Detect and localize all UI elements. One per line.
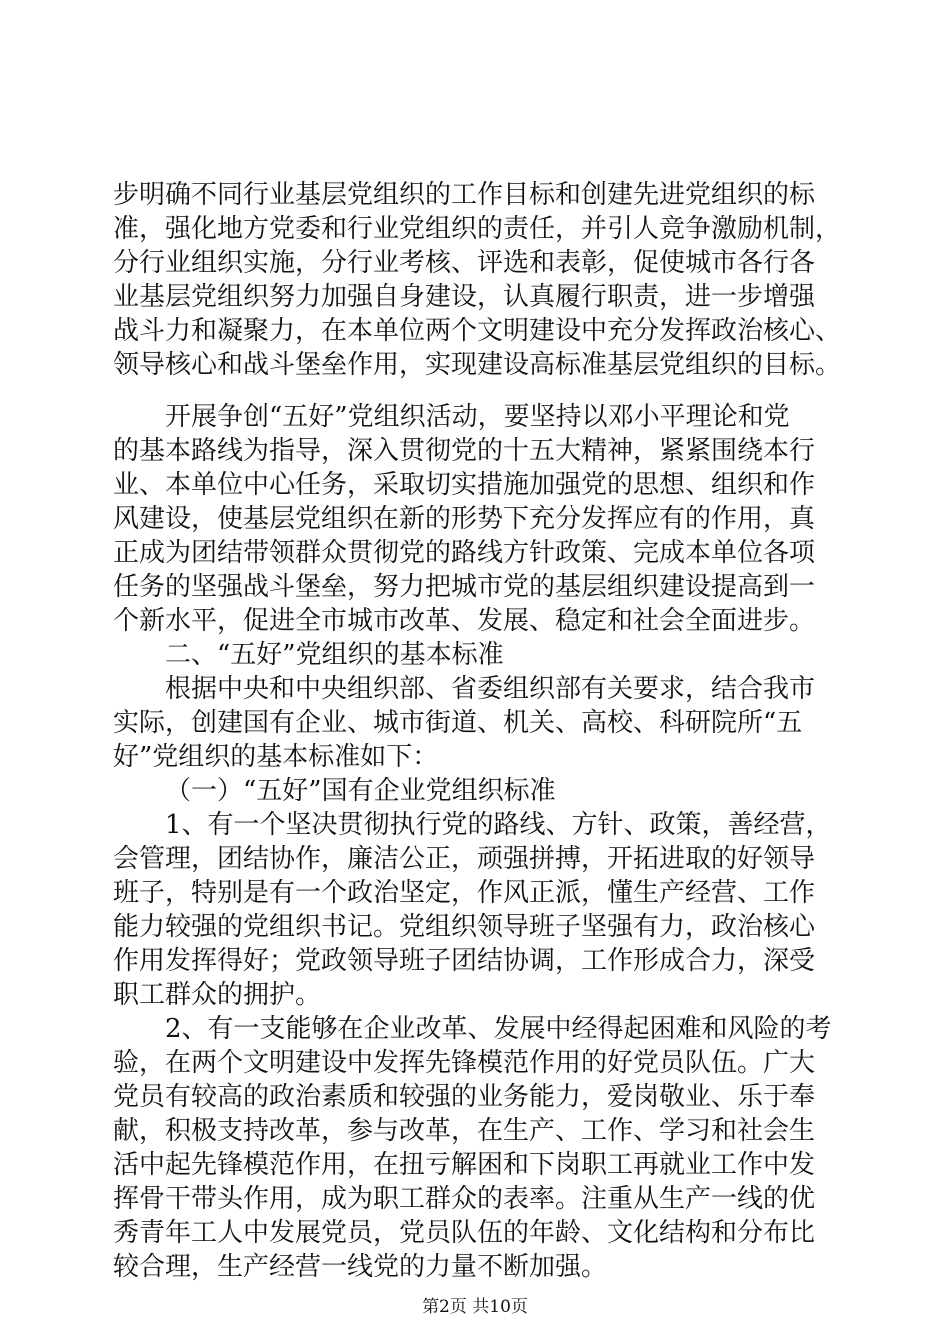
paragraph-line: 业基层党组织努力加强自身建设，认真履行职责，进一步增强: [113, 282, 816, 312]
paragraph-line: 献，积极支持改革，参与改革，在生产、工作、学习和社会生: [113, 1116, 816, 1146]
paragraph-line: 业、本单位中心任务，采取切实措施加强党的思想、组织和作: [113, 470, 816, 500]
subsection-heading: （一）“五好”国有企业党组织标准: [165, 776, 556, 806]
paragraph-line: 挥骨干带头作用，成为职工群众的表率。注重从生产一线的优: [113, 1184, 816, 1214]
paragraph-line: 作用发挥得好；党政领导班子团结协调，工作形成合力，深受: [113, 946, 816, 976]
paragraph-line: 好”党组织的基本标准如下：: [113, 742, 439, 772]
paragraph-line: 会管理，团结协作，廉洁公正，顽强拼搏，开拓进取的好领导: [113, 844, 816, 874]
paragraph-line: 开展争创“五好”党组织活动，要坚持以邓小平理论和党: [165, 402, 790, 432]
paragraph-line: 1、有一个坚决贯彻执行党的路线、方针、政策，善经营，: [165, 810, 832, 840]
paragraph-line: 风建设，使基层党组织在新的形势下充分发挥应有的作用，真: [113, 504, 816, 534]
paragraph-line: 正成为团结带领群众贯彻党的路线方针政策、完成本单位各项: [113, 538, 816, 568]
paragraph-line: 党员有较高的政治素质和较强的业务能力，爱岗敬业、乐于奉: [113, 1082, 816, 1112]
paragraph-line: 秀青年工人中发展党员，党员队伍的年龄、文化结构和分布比: [113, 1218, 816, 1248]
paragraph-line: 分行业组织实施，分行业考核、评选和表彰，促使城市各行各: [113, 248, 816, 278]
paragraph-line: 验，在两个文明建设中发挥先锋模范作用的好党员队伍。广大: [113, 1048, 816, 1078]
paragraph-line: 2、有一支能够在企业改革、发展中经得起困难和风险的考: [165, 1014, 832, 1044]
paragraph-line: 任务的坚强战斗堡垒，努力把城市党的基层组织建设提高到一: [113, 572, 816, 602]
page-number-footer: 第2页 共10页: [422, 1297, 528, 1317]
paragraph-line: 领导核心和战斗堡垒作用，实现建设高标准基层党组织的目标。: [113, 350, 842, 380]
paragraph-line: 步明确不同行业基层党组织的工作目标和创建先进党组织的标: [113, 180, 816, 210]
paragraph-line: 战斗力和凝聚力，在本单位两个文明建设中充分发挥政治核心、: [113, 316, 842, 346]
paragraph-line: 根据中央和中央组织部、省委组织部有关要求，结合我市: [165, 674, 816, 704]
paragraph-line: 较合理，生产经营一线党的力量不断加强。: [113, 1252, 608, 1282]
paragraph-line: 的基本路线为指导，深入贯彻党的十五大精神，紧紧围绕本行: [113, 436, 816, 466]
paragraph-line: 个新水平，促进全市城市改革、发展、稳定和社会全面进步。: [113, 606, 816, 636]
paragraph-line: 班子，特别是有一个政治坚定，作风正派，懂生产经营、工作: [113, 878, 816, 908]
paragraph-line: 职工群众的拥护。: [113, 980, 322, 1010]
paragraph-line: 能力较强的党组织书记。党组织领导班子坚强有力，政治核心: [113, 912, 816, 942]
paragraph-line: 准，强化地方党委和行业党组织的责任，并引人竞争激励机制，: [113, 214, 842, 244]
section-heading: 二、“五好”党组织的基本标准: [165, 640, 504, 670]
paragraph-line: 活中起先锋模范作用，在扭亏解困和下岗职工再就业工作中发: [113, 1150, 816, 1180]
paragraph-line: 实际，创建国有企业、城市街道、机关、高校、科研院所“五: [113, 708, 803, 738]
